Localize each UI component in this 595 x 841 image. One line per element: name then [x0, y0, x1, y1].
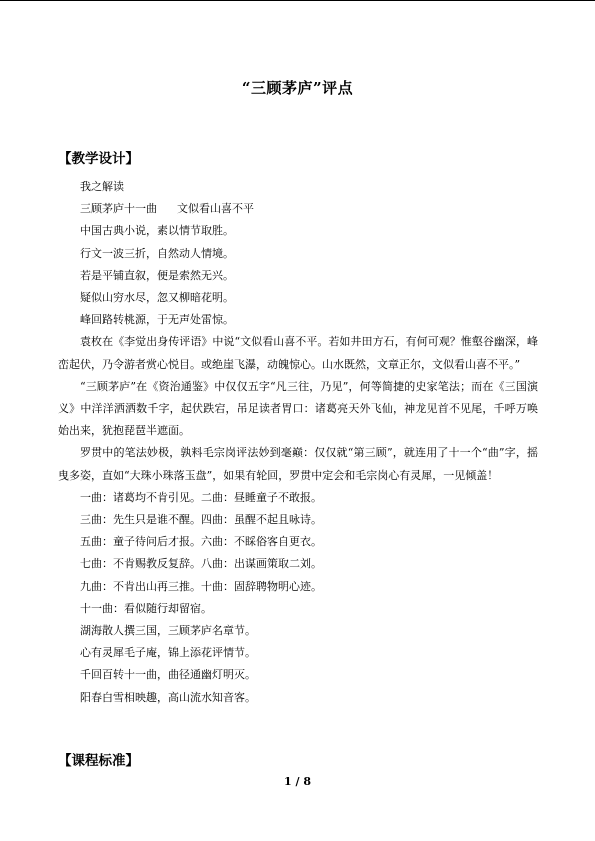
- poem-line: 千回百转十一曲，曲径通幽灯明灭。: [80, 668, 256, 682]
- qu-line: 七曲：不肯赐教反复辞。八曲：出谋画策取二刘。: [80, 557, 322, 571]
- poem-title-part: 三顾茅庐十一曲: [80, 202, 157, 216]
- body-content: [58, 176, 538, 709]
- poem-line: 阳春白雪相映趣，高山流水知音客。: [80, 690, 256, 704]
- poem-line: 心有灵犀毛子庵，锦上添花评情节。: [80, 646, 256, 660]
- qu-line: 五曲：童子待问后才报。六曲：不睬俗客自更衣。: [80, 535, 322, 549]
- poem-title-part: 文似看山喜不平: [177, 202, 254, 216]
- poem-line: 行文一波三折，自然动人情境。: [80, 246, 234, 260]
- qu-line: 九曲：不肯出山再三推。十曲：固辞聘物明心迹。: [80, 579, 322, 593]
- poem-line: 若是平铺直叙，便是索然无兴。: [80, 268, 234, 282]
- subheading: 我之解读: [80, 180, 124, 193]
- page-number: 1 / 8: [284, 775, 311, 788]
- qu-line: 十一曲：看似随行却留宿。: [80, 601, 212, 615]
- paragraph: 袁枚在《李觉出身传评语》中说“文似看山喜不平。若如井田方石，有何可观？惟壑谷幽深，峰峦起伏，乃令游者赏心悦目。或绝崖飞瀑，动魄惊心。山水既然，文章正尔，文似看山喜不平。”: [58, 335, 538, 371]
- poem-line: [58, 198, 538, 220]
- section-heading-teaching-design: 【教学设计】: [58, 151, 139, 167]
- poem-line: 峰回路转桃源，于无声处雷惊。: [80, 313, 234, 327]
- poem-line: 中国古典小说，素以情节取胜。: [80, 224, 234, 238]
- page-title: “三顾茅庐”评点: [241, 79, 354, 97]
- qu-line: 三曲：先生只是谁不醒。四曲：虽醒不起且咏诗。: [80, 513, 322, 527]
- top-rule: [0, 0, 595, 1]
- paragraph: 罗贯中的笔法妙极，孰料毛宗岗评法妙到毫巅：仅仅就“第三顾”，就连用了十一个“曲”字，摇曳多姿，直如“大珠小珠落玉盘”，如果有轮回，罗贯中定会和毛宗岗心有灵犀，一见倾盖！: [58, 446, 538, 482]
- poem-line: 疑似山穷水尽，忽又柳暗花明。: [80, 291, 234, 305]
- poem-line: 湖海散人撰三国，三顾茅庐名章节。: [80, 624, 256, 638]
- section-heading-curriculum-standard: 【课程标准】: [58, 753, 139, 769]
- paragraph: “三顾茅庐”在《资治通鉴》中仅仅五字“凡三往，乃见”，何等简捷的史家笔法；而在《三国演义》中洋洋洒洒数千字，起伏跌宕，吊足读者胃口：诸葛亮天外飞仙，神龙见首不见尾，千呼万唤始出来，犹抱琵琶半遮面。: [58, 379, 538, 438]
- qu-line: 一曲：诸葛均不肯引见。二曲：昼睡童子不敢报。: [80, 490, 322, 504]
